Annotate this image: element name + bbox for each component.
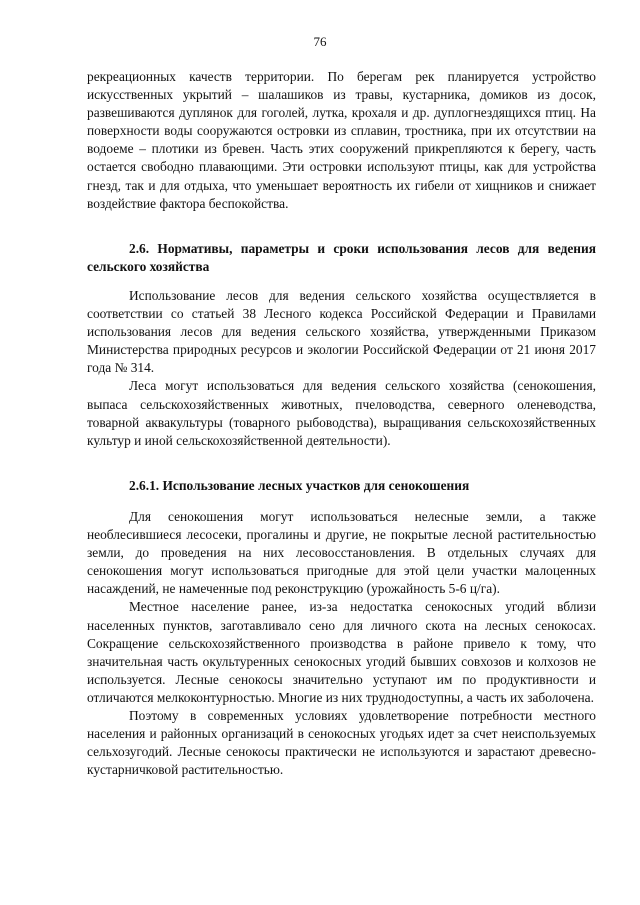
section-2-6-paragraph-1: Использование лесов для ведения сельского хозяйства осуществляется в соответствии со статьей 38 Лесного кодекса Российской Федерации и Правилами использования лесов для ведения сельского хозяйства, утвержденными Приказом Министерства природных ресурсов и экологии Российской Федерации от 21 июня 2017 года № 314.: [87, 288, 596, 376]
intro-paragraph: рекреационных качеств территории. По берегам рек планируется устройство искусственных укрытий – шалашиков из травы, кустарника, домиков из досок, развешиваются дуплянок для гоголей, лутка, крохаля и др. дуплогнездящихся птиц. На поверхности воды сооружаются островки из сплавин, тростника, при их отсутствии на водоеме – плотики из бревен. Часть этих сооружений прикрепляются к берегу, часть остается свободно плавающими. Эти островки используют птицы, как для устройства гнезд, так и для отдыха, что уменьшает вероятность их гибели от хищников и снижает воздействие фактора беспокойства.: [87, 69, 596, 211]
section-2-6-1-paragraph-2: Местное население ранее, из-за недостатка сенокосных угодий вблизи населенных пунктов, заготавливало сено для личного скота на лесных сенокосах. Сокращение сельскохозяйственного производства в районе привело к тому, что значительная часть окультуренных сенокосных угодий бывших совхозов и колхозов не используется. Лесные сенокосы значительно уступают им по продуктивности и отличаются мелкоконтурностью. Многие из них труднодоступны, а часть их заболочена.: [87, 599, 596, 705]
section-2-6-paragraph-2: Леса могут использоваться для ведения сельского хозяйства (сенокошения, выпаса сельскохозяйственных животных, пчеловодства, северного оленеводства, товарной аквакультуры (товарного рыбоводства), выращивания сельскохозяйственных культур и иной сельскохозяйственной деятельности).: [87, 378, 596, 448]
section-2-6-1-heading: 2.6.1. Использование лесных участков для сенокошения: [129, 478, 470, 493]
section-2-6-1-paragraph-3: Поэтому в современных условиях удовлетворение потребности местного населения и районных организаций в сенокосных угодьях идет за счет неиспользуемых сельхозугодий. Лесные сенокосы практически не используются и зарастают древесно-кустарничковой растительностью.: [87, 708, 596, 778]
page-number: 76: [313, 34, 327, 49]
section-2-6-body: [87, 287, 596, 450]
section-2-6-1-body: [87, 508, 596, 779]
section-2-6-heading: 2.6. Нормативы, параметры и сроки использования лесов для ведения сельского хозяйства: [87, 241, 596, 275]
section-2-6-1-paragraph-1: Для сенокошения могут использоваться нелесные земли, а также необлесившиеся лесосеки, прогалины и другие, не покрытые лесной растительностью земли, до проведения на них лесовосстановления. В отдельных случаях для сенокошения могут использоваться пригодные для этой цели участки малоценных насаждений, не намеченные под реконструкцию (урожайность 5-6 ц/га).: [87, 509, 596, 597]
intro-paragraph-block: [87, 68, 596, 213]
